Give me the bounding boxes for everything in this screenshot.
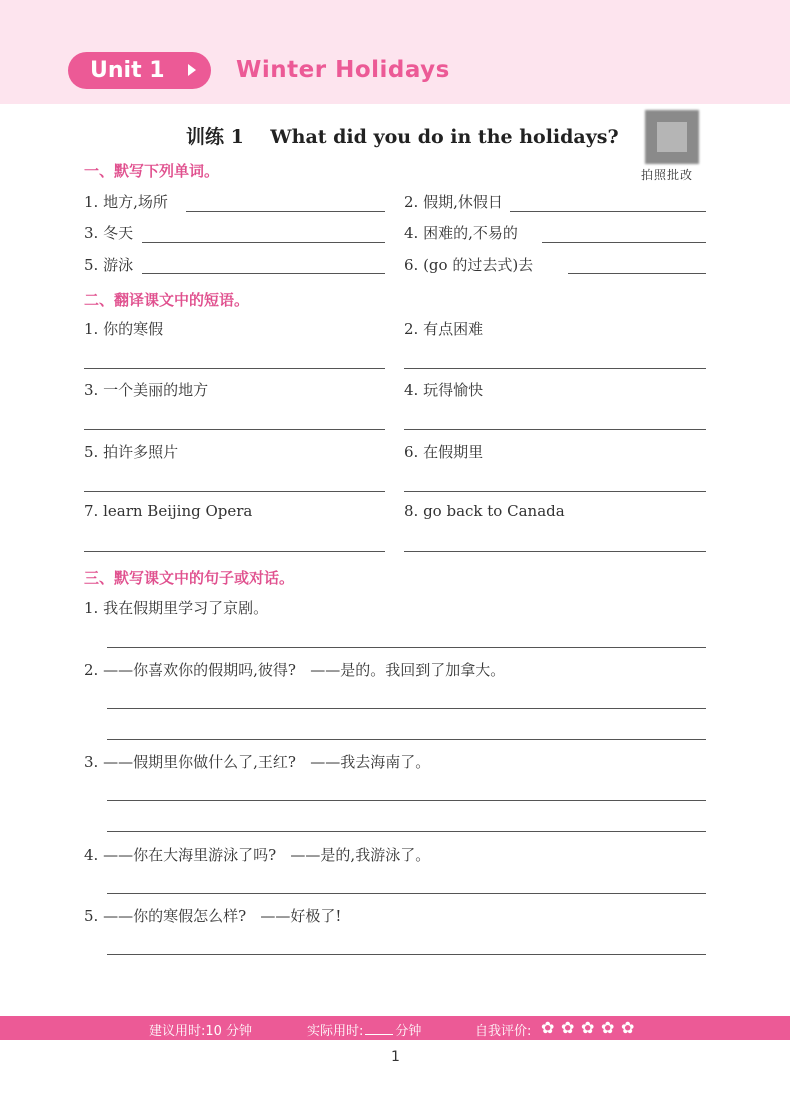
- sentence-item-4: 4. ——你在大海里游泳了吗? ——是的,我游泳了。: [84, 846, 431, 864]
- word-item-1: 1. 地方,场所: [84, 193, 168, 211]
- suggested-time: 建议用时:10 分钟: [149, 1024, 253, 1039]
- actual-time: [307, 1020, 421, 1039]
- answer-line[interactable]: [107, 800, 706, 801]
- sentence-item-5: 5. ——你的寒假怎么样? ——好极了!: [84, 907, 342, 925]
- actual-time-blank[interactable]: [365, 1022, 393, 1035]
- answer-line[interactable]: [404, 551, 706, 552]
- section-2-heading: 二、翻译课文中的短语。: [84, 291, 250, 309]
- word-item-5: 5. 游泳: [84, 256, 134, 274]
- actual-time-prefix: 实际用时:: [307, 1024, 364, 1039]
- phrase-item-3: 3. 一个美丽的地方: [84, 381, 209, 399]
- sentence-item-2: 2. ——你喜欢你的假期吗,彼得? ——是的。我回到了加拿大。: [84, 661, 506, 679]
- rating-star-icon[interactable]: ✿: [601, 1018, 615, 1037]
- play-arrow-icon: [188, 64, 196, 76]
- qr-code-center: [657, 122, 687, 152]
- footer-band: [0, 1016, 790, 1040]
- answer-line[interactable]: [107, 647, 706, 648]
- actual-time-suffix: 分钟: [395, 1024, 422, 1039]
- answer-line[interactable]: [568, 273, 706, 274]
- phrase-item-1: 1. 你的寒假: [84, 320, 164, 338]
- answer-line[interactable]: [142, 242, 385, 243]
- self-eval-label: 自我评价:: [475, 1024, 532, 1039]
- word-item-6: 6. (go 的过去式)去: [404, 256, 534, 274]
- answer-line[interactable]: [107, 954, 706, 955]
- answer-line[interactable]: [84, 429, 385, 430]
- answer-line[interactable]: [542, 242, 706, 243]
- phrase-item-4: 4. 玩得愉快: [404, 381, 484, 399]
- answer-line[interactable]: [404, 429, 706, 430]
- phrase-item-7: 7. learn Beijing Opera: [84, 502, 253, 520]
- rating-star-icon[interactable]: ✿: [561, 1018, 575, 1037]
- sentence-item-3: 3. ——假期里你做什么了,王红? ——我去海南了。: [84, 753, 431, 771]
- section-1-heading: 一、默写下列单词。: [84, 162, 220, 180]
- answer-line[interactable]: [84, 368, 385, 369]
- unit-label: Unit 1: [90, 58, 165, 83]
- qr-caption: 拍照批改: [641, 168, 694, 182]
- rating-star-icon[interactable]: ✿: [621, 1018, 635, 1037]
- word-item-3: 3. 冬天: [84, 224, 134, 242]
- answer-line[interactable]: [404, 491, 706, 492]
- answer-line[interactable]: [84, 491, 385, 492]
- rating-star-icon[interactable]: ✿: [541, 1018, 555, 1037]
- word-item-4: 4. 困难的,不易的: [404, 224, 518, 242]
- answer-line[interactable]: [107, 708, 706, 709]
- page-number: 1: [391, 1049, 400, 1065]
- phrase-item-6: 6. 在假期里: [404, 443, 484, 461]
- answer-line[interactable]: [186, 211, 385, 212]
- phrase-item-8: 8. go back to Canada: [404, 502, 565, 520]
- sentence-item-1: 1. 我在假期里学习了京剧。: [84, 599, 269, 617]
- answer-line[interactable]: [142, 273, 385, 274]
- rating-star-icon[interactable]: ✿: [581, 1018, 595, 1037]
- answer-line[interactable]: [107, 893, 706, 894]
- unit-title: Winter Holidays: [236, 57, 450, 83]
- section-3-heading: 三、默写课文中的句子或对话。: [84, 569, 295, 587]
- word-item-2: 2. 假期,休假日: [404, 193, 503, 211]
- answer-line[interactable]: [107, 739, 706, 740]
- answer-line[interactable]: [510, 211, 706, 212]
- answer-line[interactable]: [404, 368, 706, 369]
- phrase-item-2: 2. 有点困难: [404, 320, 484, 338]
- answer-line[interactable]: [84, 551, 385, 552]
- answer-line[interactable]: [107, 831, 706, 832]
- lesson-title: 训练 1 What did you do in the holidays?: [186, 126, 619, 148]
- phrase-item-5: 5. 拍许多照片: [84, 443, 179, 461]
